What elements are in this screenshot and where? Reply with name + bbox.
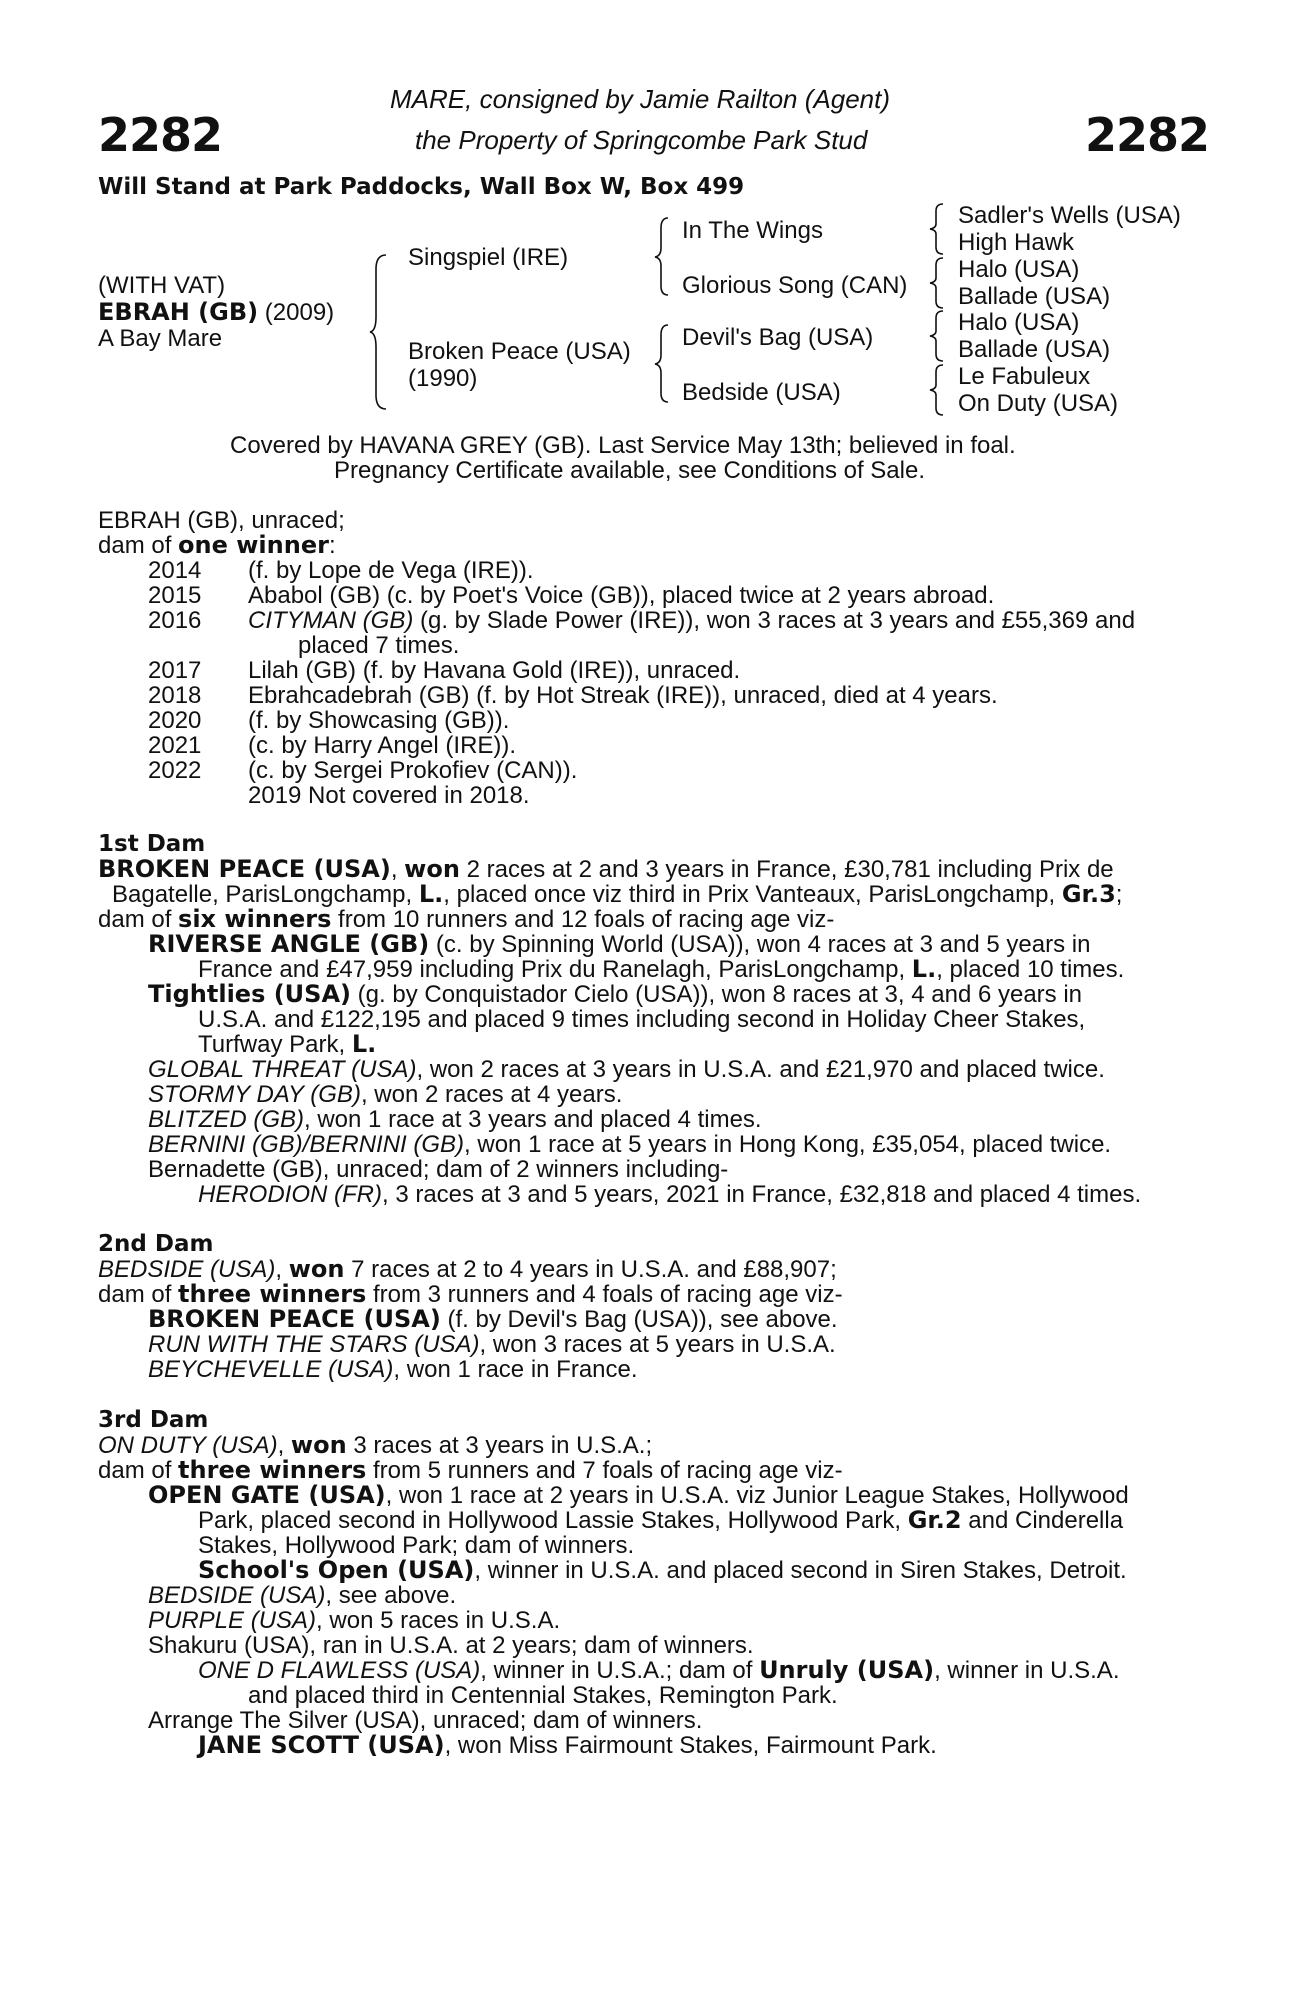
lot-number-left: 2282 bbox=[98, 108, 223, 162]
pedigree-bracket-ds bbox=[930, 310, 946, 362]
pedigree-ss: In The Wings bbox=[682, 217, 823, 244]
riverse-angle-line2 bbox=[198, 957, 1124, 982]
grade-label: L. bbox=[418, 880, 444, 908]
text: (f. by Devil's Bag (USA)), see above. bbox=[440, 1306, 838, 1333]
won-label: won bbox=[290, 1431, 347, 1459]
text: , won 2 races at 4 years. bbox=[360, 1081, 623, 1108]
bernadette-line: Bernadette (GB), unraced; dam of 2 winners including- bbox=[148, 1156, 729, 1183]
pedigree-dam: Broken Peace (USA) bbox=[408, 338, 631, 365]
open-gate-line1 bbox=[148, 1483, 1129, 1508]
produce-text bbox=[248, 608, 1135, 633]
produce-year: 2022 bbox=[148, 757, 202, 784]
horse-name: School's Open (USA) bbox=[198, 1556, 475, 1584]
one-d-flawless-line1 bbox=[198, 1658, 1119, 1683]
stormy-day-line bbox=[148, 1082, 622, 1107]
text: , won 1 race at 3 years and placed 4 times. bbox=[304, 1106, 762, 1133]
tightlies-line1 bbox=[148, 982, 1082, 1007]
horse-name: BEDSIDE (USA) bbox=[98, 1256, 276, 1283]
produce-year: 2018 bbox=[148, 682, 202, 709]
property-line: the Property of Springcombe Park Stud bbox=[415, 125, 868, 155]
text: , bbox=[275, 1256, 289, 1283]
text: , bbox=[390, 856, 405, 883]
pedigree-sss: Sadler's Wells (USA) bbox=[958, 202, 1181, 229]
riverse-angle-line1 bbox=[148, 932, 1090, 957]
horse-name: BEDSIDE (USA) bbox=[148, 1582, 326, 1609]
grade-label: L. bbox=[351, 1030, 377, 1058]
pedigree-dam-year: (1990) bbox=[408, 365, 478, 392]
produce-text: (c. by Harry Angel (IRE)). bbox=[248, 732, 517, 759]
horse-description: A Bay Mare bbox=[98, 325, 223, 352]
dam1-line2 bbox=[112, 882, 1122, 907]
section-title-3rd-dam: 3rd Dam bbox=[98, 1407, 209, 1433]
tightlies-line2: U.S.A. and £122,195 and placed 9 times including second in Holiday Cheer Stakes, bbox=[198, 1006, 1086, 1033]
horse-name: BERNINI (GB)/BERNINI (GB) bbox=[148, 1131, 465, 1158]
text: , won 3 races at 5 years in U.S.A. bbox=[479, 1331, 836, 1358]
text: Park, placed second in Hollywood Lassie Stakes, Hollywood Park, bbox=[198, 1507, 908, 1534]
pedigree-bracket-ss bbox=[930, 203, 946, 255]
text: , winner in U.S.A. and placed second in Siren Stakes, Detroit. bbox=[474, 1557, 1127, 1584]
text: dam of bbox=[98, 1281, 179, 1308]
text: dam of bbox=[98, 1457, 179, 1484]
produce-note: 2019 Not covered in 2018. bbox=[248, 782, 530, 809]
horse-name: GLOBAL THREAT (USA) bbox=[148, 1056, 417, 1083]
consignor-line: MARE, consigned by Jamie Railton (Agent) bbox=[390, 84, 891, 114]
dam2-line1 bbox=[98, 1257, 837, 1282]
pedigree-sire: Singspiel (IRE) bbox=[408, 244, 569, 271]
horse-name: ONE D FLAWLESS (USA) bbox=[198, 1657, 481, 1684]
section-title-1st-dam: 1st Dam bbox=[98, 831, 206, 857]
produce-text: (c. by Sergei Prokofiev (CAN)). bbox=[248, 757, 578, 784]
horse-name: BEYCHEVELLE (USA) bbox=[148, 1356, 394, 1383]
horse-name: BLITZED (GB) bbox=[148, 1106, 305, 1133]
pedigree-bracket-sire bbox=[655, 218, 671, 296]
pedigree-sdd: Ballade (USA) bbox=[958, 283, 1111, 310]
text: 2 races at 2 and 3 years in France, £30,781 including Prix de bbox=[459, 856, 1114, 883]
text: : bbox=[328, 532, 336, 559]
horse-name: STORMY DAY (GB) bbox=[148, 1081, 361, 1108]
pedigree-bracket-sd bbox=[930, 257, 946, 309]
horse-name: EBRAH (GB) bbox=[98, 298, 259, 326]
produce-year: 2021 bbox=[148, 732, 202, 759]
horse-name: BROKEN PEACE (USA) bbox=[98, 855, 391, 883]
global-threat-line bbox=[148, 1057, 1105, 1082]
pedigree-bracket-dam bbox=[655, 325, 671, 403]
dam1-line1 bbox=[98, 857, 1114, 882]
text: , won 1 race at 5 years in Hong Kong, £35,054, placed twice. bbox=[464, 1131, 1112, 1158]
pedigree-bracket-gen1 bbox=[370, 255, 390, 410]
winners-count: six winners bbox=[178, 905, 332, 933]
text: , 3 races at 3 and 5 years, 2021 in France, £32,818 and placed 4 times. bbox=[381, 1181, 1142, 1208]
text: , bbox=[277, 1432, 291, 1459]
blitzed-line bbox=[148, 1107, 762, 1132]
produce-dam-of bbox=[98, 533, 336, 558]
text: dam of bbox=[98, 532, 179, 559]
pedigree-dss: Halo (USA) bbox=[958, 309, 1080, 336]
text: , placed once viz third in Prix Vanteaux, ParisLongchamp, bbox=[443, 881, 1062, 908]
winners-count: one winner bbox=[178, 531, 329, 559]
open-gate-line3: Stakes, Hollywood Park; dam of winners. bbox=[198, 1532, 635, 1559]
grade-label: Gr.3 bbox=[1061, 880, 1116, 908]
herodion-line bbox=[198, 1182, 1141, 1207]
horse-name: HERODION (FR) bbox=[198, 1181, 382, 1208]
produce-year: 2017 bbox=[148, 657, 202, 684]
shakuru-line: Shakuru (USA), ran in U.S.A. at 2 years; dam of winners. bbox=[148, 1632, 754, 1659]
beychevelle-line bbox=[148, 1357, 638, 1382]
horse-name: ON DUTY (USA) bbox=[98, 1432, 278, 1459]
bedside-line bbox=[148, 1583, 456, 1608]
text: (g. by Slade Power (IRE)), won 3 races at 3 years and £55,369 and bbox=[413, 607, 1136, 634]
produce-text: Ababol (GB) (c. by Poet's Voice (GB)), placed twice at 2 years abroad. bbox=[248, 582, 995, 609]
purple-line bbox=[148, 1608, 560, 1633]
produce-row-cont: placed 7 times. bbox=[298, 632, 460, 659]
horse-name: RIVERSE ANGLE (GB) bbox=[148, 930, 430, 958]
pedigree-ddd: On Duty (USA) bbox=[958, 390, 1119, 417]
horse-title bbox=[98, 298, 334, 327]
pedigree-ssd: High Hawk bbox=[958, 229, 1075, 256]
vat-label: (WITH VAT) bbox=[98, 272, 226, 299]
text: France and £47,959 including Prix du Ranelagh, ParisLongchamp, bbox=[198, 956, 912, 983]
produce-year: 2015 bbox=[148, 582, 202, 609]
pedigree-dsd: Ballade (USA) bbox=[958, 336, 1111, 363]
text: (g. by Conquistador Cielo (USA)), won 8 races at 3, 4 and 6 years in bbox=[351, 981, 1083, 1008]
text: , won 5 races in U.S.A. bbox=[316, 1607, 561, 1634]
produce-name: CITYMAN (GB) bbox=[248, 607, 414, 634]
bernini-line bbox=[148, 1132, 1111, 1157]
produce-intro: EBRAH (GB), unraced; bbox=[98, 507, 345, 534]
produce-text: (f. by Lope de Vega (IRE)). bbox=[248, 557, 534, 584]
open-gate-line2 bbox=[198, 1508, 1123, 1533]
pedigree-ds: Devil's Bag (USA) bbox=[682, 324, 874, 351]
dam1-line3 bbox=[98, 907, 834, 932]
text: , won Miss Fairmount Stakes, Fairmount Park. bbox=[444, 1732, 937, 1759]
text: , see above. bbox=[325, 1582, 457, 1609]
covered-line: Covered by HAVANA GREY (GB). Last Service May 13th; believed in foal. bbox=[230, 432, 1016, 459]
text: from 5 runners and 7 foals of racing age viz- bbox=[366, 1457, 843, 1484]
pregnancy-line: Pregnancy Certificate available, see Conditions of Sale. bbox=[334, 457, 925, 484]
text: , placed 10 times. bbox=[936, 956, 1125, 983]
produce-year: 2014 bbox=[148, 557, 202, 584]
grade-label: L. bbox=[911, 955, 937, 983]
horse-year: (2009) bbox=[264, 299, 335, 326]
text: , won 1 race in France. bbox=[393, 1356, 638, 1383]
text: dam of bbox=[98, 906, 179, 933]
arrange-the-silver-line: Arrange The Silver (USA), unraced; dam of winners. bbox=[148, 1707, 703, 1734]
produce-year: 2016 bbox=[148, 607, 202, 634]
pedigree-sd: Glorious Song (CAN) bbox=[682, 272, 908, 299]
pedigree-sds: Halo (USA) bbox=[958, 256, 1080, 283]
schools-open-line bbox=[198, 1558, 1127, 1583]
produce-text: Ebrahcadebrah (GB) (f. by Hot Streak (IRE)), unraced, died at 4 years. bbox=[248, 682, 998, 709]
text: (c. by Spinning World (USA)), won 4 races at 3 and 5 years in bbox=[429, 931, 1091, 958]
run-with-the-stars-line bbox=[148, 1332, 836, 1357]
lot-number-right: 2282 bbox=[1085, 108, 1210, 162]
text: , won 2 races at 3 years in U.S.A. and £21,970 and placed twice. bbox=[416, 1056, 1105, 1083]
section-title-2nd-dam: 2nd Dam bbox=[98, 1231, 214, 1257]
one-d-flawless-line2: and placed third in Centennial Stakes, Remington Park. bbox=[248, 1682, 838, 1709]
winners-count: three winners bbox=[178, 1280, 367, 1308]
produce-year: 2020 bbox=[148, 707, 202, 734]
winners-count: three winners bbox=[178, 1456, 367, 1484]
dam2-line2 bbox=[98, 1282, 843, 1307]
dam3-line1 bbox=[98, 1433, 652, 1458]
horse-name: Unruly (USA) bbox=[759, 1656, 935, 1684]
text: , winner in U.S.A.; dam of bbox=[480, 1657, 760, 1684]
text: Turfway Park, bbox=[198, 1031, 352, 1058]
won-label: won bbox=[288, 1255, 345, 1283]
broken-peace-line bbox=[148, 1307, 838, 1332]
produce-text: Lilah (GB) (f. by Havana Gold (IRE)), unraced. bbox=[248, 657, 741, 684]
text: and Cinderella bbox=[961, 1507, 1124, 1534]
horse-name: JANE SCOTT (USA) bbox=[198, 1731, 445, 1759]
pedigree-bracket-dd bbox=[930, 364, 946, 416]
tightlies-line3 bbox=[198, 1032, 376, 1057]
pedigree-dd: Bedside (USA) bbox=[682, 379, 841, 406]
stand-location: Will Stand at Park Paddocks, Wall Box W, Box 499 bbox=[98, 174, 745, 200]
text: 7 races at 2 to 4 years in U.S.A. and £88,907; bbox=[344, 1256, 837, 1283]
horse-name: Tightlies (USA) bbox=[148, 980, 351, 1008]
horse-name: BROKEN PEACE (USA) bbox=[148, 1305, 441, 1333]
text: from 3 runners and 4 foals of racing age viz- bbox=[366, 1281, 843, 1308]
text: , won 1 race at 2 years in U.S.A. viz Junior League Stakes, Hollywood bbox=[385, 1482, 1129, 1509]
horse-name: RUN WITH THE STARS (USA) bbox=[148, 1331, 480, 1358]
produce-text: (f. by Showcasing (GB)). bbox=[248, 707, 510, 734]
pedigree-dds: Le Fabuleux bbox=[958, 363, 1091, 390]
won-label: won bbox=[404, 855, 460, 883]
text: ; bbox=[1115, 881, 1123, 908]
grade-label: Gr.2 bbox=[907, 1506, 962, 1534]
jane-scott-line bbox=[198, 1733, 937, 1758]
horse-name: PURPLE (USA) bbox=[148, 1607, 317, 1634]
horse-name: OPEN GATE (USA) bbox=[148, 1481, 386, 1509]
dam3-line2 bbox=[98, 1458, 843, 1483]
text: from 10 runners and 12 foals of racing age viz- bbox=[331, 906, 835, 933]
text: 3 races at 3 years in U.S.A.; bbox=[346, 1432, 653, 1459]
text: , winner in U.S.A. bbox=[934, 1657, 1120, 1684]
text: Bagatelle, ParisLongchamp, bbox=[112, 881, 419, 908]
